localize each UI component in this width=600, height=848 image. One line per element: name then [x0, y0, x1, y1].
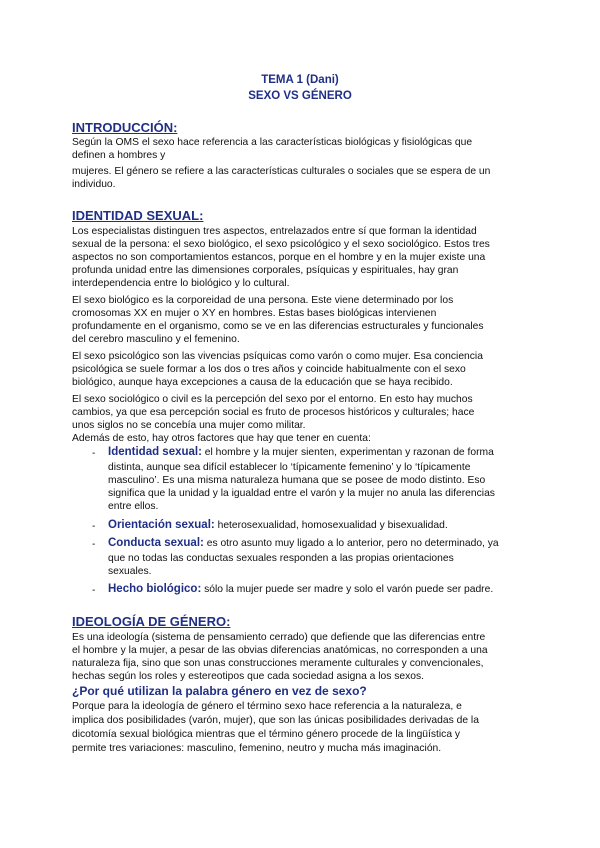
paragraph-line: mujeres. El género se refiere a las características culturales o sociales que se espera de un: [72, 166, 491, 177]
subsection-question: ¿Por qué utilizan la palabra género en vez de sexo?: [72, 684, 367, 698]
bullet-term: Orientación sexual:: [108, 519, 215, 531]
paragraph-line: profunda unidad entre las dimensiones corporales, psíquicas y espirituales, hay gran: [72, 265, 459, 276]
paragraph-line: definen a hombres y: [72, 150, 166, 161]
document-title: TEMA 1 (Dani): [261, 74, 339, 86]
bullet-text: es otro asunto muy ligado a lo anterior, pero no determinado, ya: [203, 538, 499, 549]
bullet-dash: -: [92, 521, 96, 532]
paragraph-line: cambios, ya que esa percepción social es fruto de procesos históricos y culturales; hace: [72, 407, 475, 418]
paragraph-line: profundamente en el organismo, como se ve en las diferencias estructurales y funcionales: [72, 321, 484, 332]
paragraph-line: Según la OMS el sexo hace referencia a las características biológicas y fisiológicas que: [72, 137, 473, 148]
paragraph-line: Es una ideología (sistema de pensamiento cerrado) que defiende que las diferencias entre: [72, 632, 486, 643]
bullet-line: masculino’. Es una misma naturaleza humana que se posee de modo distinto. Eso: [108, 475, 486, 486]
document-subtitle: SEXO VS GÉNERO: [248, 90, 352, 102]
bullet-term: Hecho biológico:: [108, 583, 202, 595]
paragraph-line: el hombre y la mujer, a pesar de las obvias diferencias anatómicas, no corresponden a una: [72, 645, 488, 656]
paragraph-line: El sexo sociológico o civil es la percepción del sexo por el entorno. En esto hay muchos: [72, 394, 473, 405]
bullet-text: sólo la mujer puede ser madre y solo el varón puede ser padre.: [201, 584, 494, 595]
paragraph-line: permite tres variaciones: masculino, femenino, neutro y mucha más imaginación.: [72, 743, 442, 754]
paragraph-line: naturaleza fija, sino que son unas construcciones meramente culturales y convencionales,: [72, 658, 484, 669]
bullet-term: Identidad sexual:: [108, 446, 202, 458]
paragraph-line: unos siglos no se concebía una mujer como militar.: [72, 420, 306, 431]
section-heading-ideologia-de-genero: IDEOLOGÍA DE GÉNERO:: [72, 614, 231, 629]
paragraph-line: sexual de la persona: el sexo biológico, el sexo psicológico y el sexo sociológico. Estos tres: [72, 239, 490, 250]
bullet-line: que no todas las conductas sexuales responden a las propias orientaciones: [108, 553, 454, 564]
paragraph-line: interdependencia entre lo biológico y lo cultural.: [72, 278, 290, 289]
bullet-line: significa que la unidad y la igualdad entre el varón y la mujer no anula las diferencias: [108, 488, 495, 499]
paragraph-line: Además de esto, hay otros factores que hay que tener en cuenta:: [72, 433, 371, 444]
bullet-dash: -: [92, 448, 96, 459]
paragraph-line: aspectos no son comportamientos estancos, porque en el hombre y en la mujer existe una: [72, 252, 486, 263]
bullet-item-conducta-sexual: [108, 537, 499, 550]
paragraph-line: implica dos posibilidades (varón, mujer), que son las únicas posibilidades derivadas de la: [72, 715, 479, 726]
bullet-line: sexuales.: [108, 566, 152, 577]
paragraph-line: psicológica se suele formar a los dos o tres años y coincide habitualmente con el sexo: [72, 364, 466, 375]
bullet-text: el hombre y la mujer sienten, experimentan y razonan de forma: [201, 447, 494, 458]
bullet-text: heterosexualidad, homosexualidad y bisexualidad.: [214, 520, 448, 531]
bullet-dash: -: [92, 585, 96, 596]
section-heading-identidad-sexual: IDENTIDAD SEXUAL:: [72, 208, 204, 223]
bullet-item-orientacion-sexual: [108, 519, 448, 532]
bullet-item-identidad-sexual: [108, 446, 494, 459]
paragraph-line: cromosomas XX en mujer o XY en hombres. Estas bases biológicas intervienen: [72, 308, 437, 319]
bullet-line: distinta, aunque sea difícil establecer lo ‘típicamente femenino’ y lo ‘típicamente: [108, 462, 471, 473]
bullet-item-hecho-biologico: [108, 583, 493, 596]
paragraph-line: individuo.: [72, 179, 116, 190]
paragraph-line: El sexo biológico es la corporeidad de una persona. Este viene determinado por los: [72, 295, 454, 306]
bullet-term: Conducta sexual:: [108, 537, 204, 549]
paragraph-line: Porque para la ideología de género el término sexo hace referencia a la naturaleza, e: [72, 701, 462, 712]
paragraph-line: Los especialistas distinguen tres aspectos, entrelazados entre sí que forman la identidad: [72, 226, 477, 237]
paragraph-line: dicotomía sexual biológica mientras que el término género procede de la lingüística y: [72, 729, 461, 740]
bullet-line: entre ellos.: [108, 501, 159, 512]
paragraph-line: biológico, aunque haya excepciones a causa de la educación que se haya recibido.: [72, 377, 453, 388]
paragraph-line: hechas según los roles y estereotipos que cada sociedad asigna a los sexos.: [72, 671, 425, 682]
paragraph-line: El sexo psicológico son las vivencias psíquicas como varón o como mujer. Esa conciencia: [72, 351, 483, 362]
paragraph-line: del cerebro masculino y el femenino.: [72, 334, 240, 345]
bullet-dash: -: [92, 539, 96, 550]
section-heading-introduccion: INTRODUCCIÓN:: [72, 120, 178, 135]
